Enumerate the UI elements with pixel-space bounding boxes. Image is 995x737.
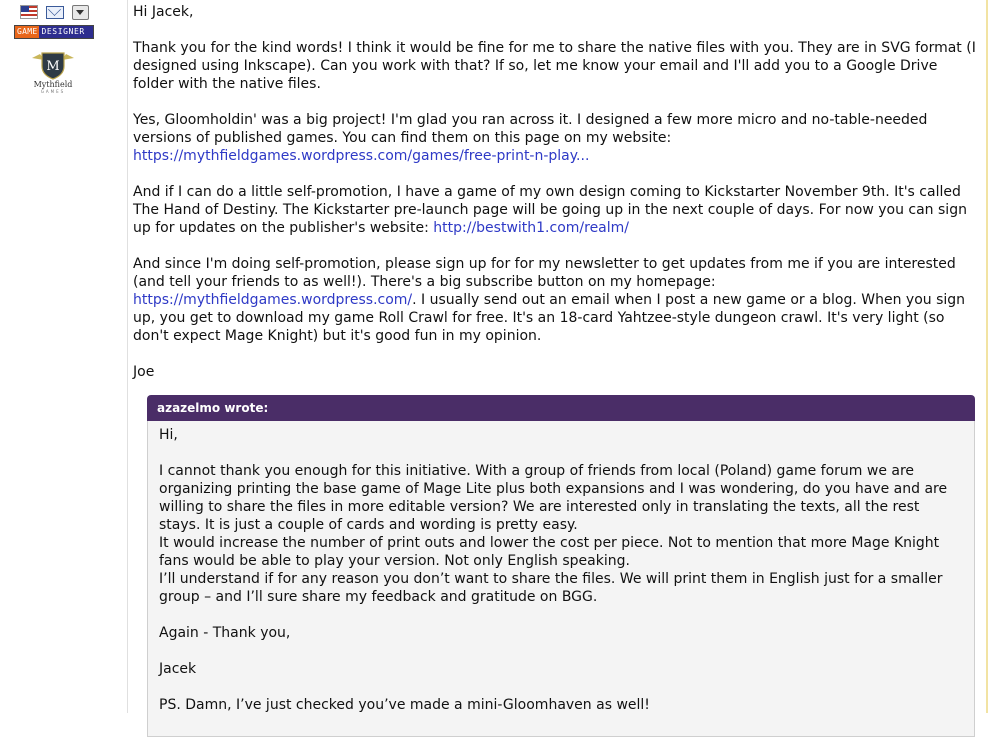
user-sidebar: [0, 0, 128, 713]
page-scrollbar[interactable]: [986, 0, 988, 713]
publisher-website-link[interactable]: http://bestwith1.com/realm/: [433, 220, 629, 236]
quote-header: azazelmo wrote:: [147, 395, 975, 421]
paragraph-2-text: Yes, Gloomholdin' was a big project! I'm glad you ran across it. I designed a few more micro and no-table-needed versions of published games. You can find them on this page on my website:: [133, 112, 928, 146]
free-print-n-play-link[interactable]: https://mythfieldgames.wordpress.com/games/free-print-n-play...: [133, 148, 590, 164]
mail-icon[interactable]: [46, 6, 64, 19]
quote-greeting: Hi,: [159, 427, 178, 443]
paragraph-3-text: And if I can do a little self-promotion, I have a game of my own design coming to Kickstarter November 9th. It's called The Hand of Destiny. The Kickstarter pre-launch page will be going up in the next couple of days. For now you can sign up for updates on the publisher's website:: [133, 184, 967, 236]
quote-paragraph-6: PS. Damn, I’ve just checked you’ve made a mini-Gloomhaven as well!: [159, 697, 650, 713]
shield-icon: [30, 50, 76, 80]
message-greeting: Hi Jacek,: [133, 4, 194, 20]
mythfield-logo[interactable]: [27, 50, 79, 98]
quote-body: [147, 421, 975, 737]
message-signoff: Joe: [133, 364, 155, 380]
quoted-message: [147, 395, 975, 725]
logo-name: Mythfield: [33, 80, 73, 89]
badge-part2: DESIGNER: [39, 26, 93, 38]
paragraph-4-text: And since I'm doing self-promotion, please sign up for for my newsletter to get updates from me if you are interested (and tell your friends to as well!). There's a big subscribe button on my homepage:: [133, 256, 956, 290]
paragraph-4-rest: . I usually send out an email when I post a new game or a blog. When you sign up, you get to download my game Roll Crawl for free. It's an 18-card Yahtzee-style dungeon crawl. It's very light (so don't expect Mage Knight) but it's good fun in my opinion.: [133, 292, 966, 344]
logo-sub: GAMES: [40, 89, 66, 94]
message-paragraph-3: [133, 183, 978, 237]
message-paragraph-1: Thank you for the kind words! I think it would be fine for me to share the native files with you. They are in SVG format (I designed using Inkscape). Can you work with that? If so, let me know your email and I'll add you to a Google Drive folder with the native files.: [133, 40, 976, 92]
homepage-link[interactable]: https://mythfieldgames.wordpress.com/: [133, 292, 413, 308]
quote-paragraph-4: Again - Thank you,: [159, 625, 291, 641]
us-flag-icon[interactable]: [20, 5, 38, 19]
quote-paragraph-2: It would increase the number of print outs and lower the cost per piece. Not to mention that more Mage Knight fans would be able to play your version. Not only English speaking.: [159, 535, 940, 569]
user-icon-row: [20, 3, 89, 20]
game-designer-badge[interactable]: [14, 25, 94, 39]
logo-letter: M: [46, 59, 60, 74]
quote-paragraph-5: Jacek: [159, 661, 197, 677]
message-body: [133, 3, 978, 399]
dropdown-icon[interactable]: [72, 5, 89, 20]
message-paragraph-4: [133, 255, 978, 345]
quote-paragraph-3: I’ll understand if for any reason you don’t want to share the files. We will print them in English just for a smaller group – and I’ll sure share my feedback and gratitude on BGG.: [159, 571, 943, 605]
badge-part1: GAME: [17, 27, 38, 36]
quote-paragraph-1: I cannot thank you enough for this initiative. With a group of friends from local (Poland) game forum we are organizing printing the base game of Mage Lite plus both expansions and I was wondering, do you have and are willing to share the files in more editable version? We are interested only in translating the texts, all the rest stays. It is just a couple of cards and wording is pretty easy.: [159, 463, 948, 533]
message-paragraph-2: [133, 111, 978, 165]
